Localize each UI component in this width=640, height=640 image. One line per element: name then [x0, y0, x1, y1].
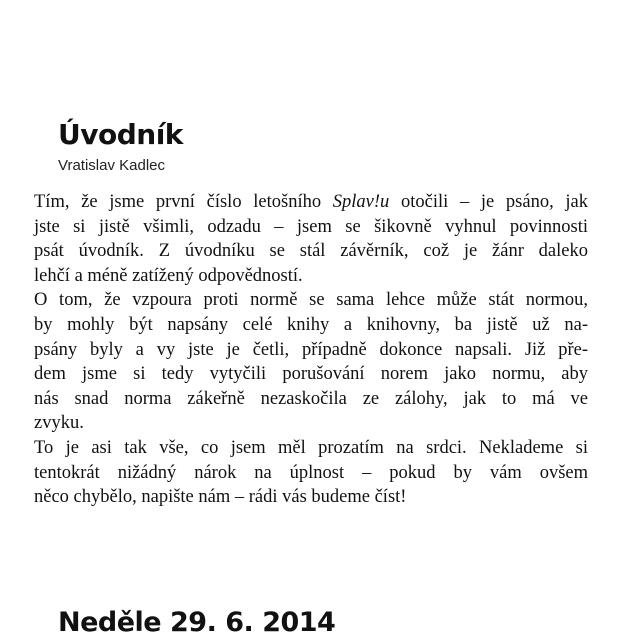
text-run: otočili – je psáno, jak — [389, 192, 589, 212]
paragraph-line — [34, 190, 589, 215]
text-run: dem jsme si tedy vytyčili porušování norem jako normu, aby — [34, 364, 588, 385]
article-paragraph — [34, 436, 588, 510]
text-run: To je asi tak vše, co jsem měl prozatím na srdci. Neklademe si — [34, 437, 588, 458]
text-run: zvyku. — [34, 413, 84, 434]
text-run: lehčí a méně zatížený odpovědností. — [34, 265, 303, 286]
text-run: O tom, že vzpoura proti normě se sama lehce může stát normou, — [34, 290, 588, 311]
paragraph-line — [34, 239, 588, 264]
text-run: tentokrát nižádný nárok na úplnost – pokud by vám ovšem — [34, 462, 588, 483]
article-author: Vratislav Kadlec — [58, 157, 165, 174]
paragraph-line — [34, 338, 588, 363]
paragraph-line — [34, 313, 588, 338]
paragraph-line — [34, 436, 588, 461]
article-paragraph — [34, 288, 588, 436]
text-run: psát úvodník. Z úvodníku se stál závěrník, což je žánr daleko — [34, 241, 588, 262]
date-heading: Neděle 29. 6. 2014 — [58, 607, 336, 638]
article-title: Úvodník — [58, 118, 183, 151]
article-body — [34, 190, 588, 510]
paragraph-line — [34, 264, 588, 289]
text-run: Tím, že jsme první číslo letošního — [34, 192, 333, 212]
paragraph-line — [34, 485, 588, 510]
text-run: jste si jistě všimli, odzadu – jsem se šikovně vyhnul povinnosti — [34, 216, 588, 237]
text-run: nás snad norma zákeřně nezaskočila ze zálohy, jak to má ve — [34, 388, 588, 409]
paragraph-line — [34, 461, 588, 486]
paragraph-line — [34, 215, 588, 240]
magazine-name-italic: Splav!u — [332, 192, 390, 212]
text-run: by mohly být napsány celé knihy a knihovny, ba jistě už na- — [34, 314, 588, 335]
paragraph-line — [34, 387, 588, 412]
article-paragraph — [34, 190, 588, 288]
paragraph-line — [34, 288, 588, 313]
paragraph-line — [34, 362, 588, 387]
paragraph-line — [34, 411, 588, 436]
text-run: psány byly a vy jste je četli, případně dokonce napsali. Již pře- — [34, 339, 588, 360]
text-run: něco chybělo, napište nám – rádi vás budeme číst! — [34, 487, 407, 508]
